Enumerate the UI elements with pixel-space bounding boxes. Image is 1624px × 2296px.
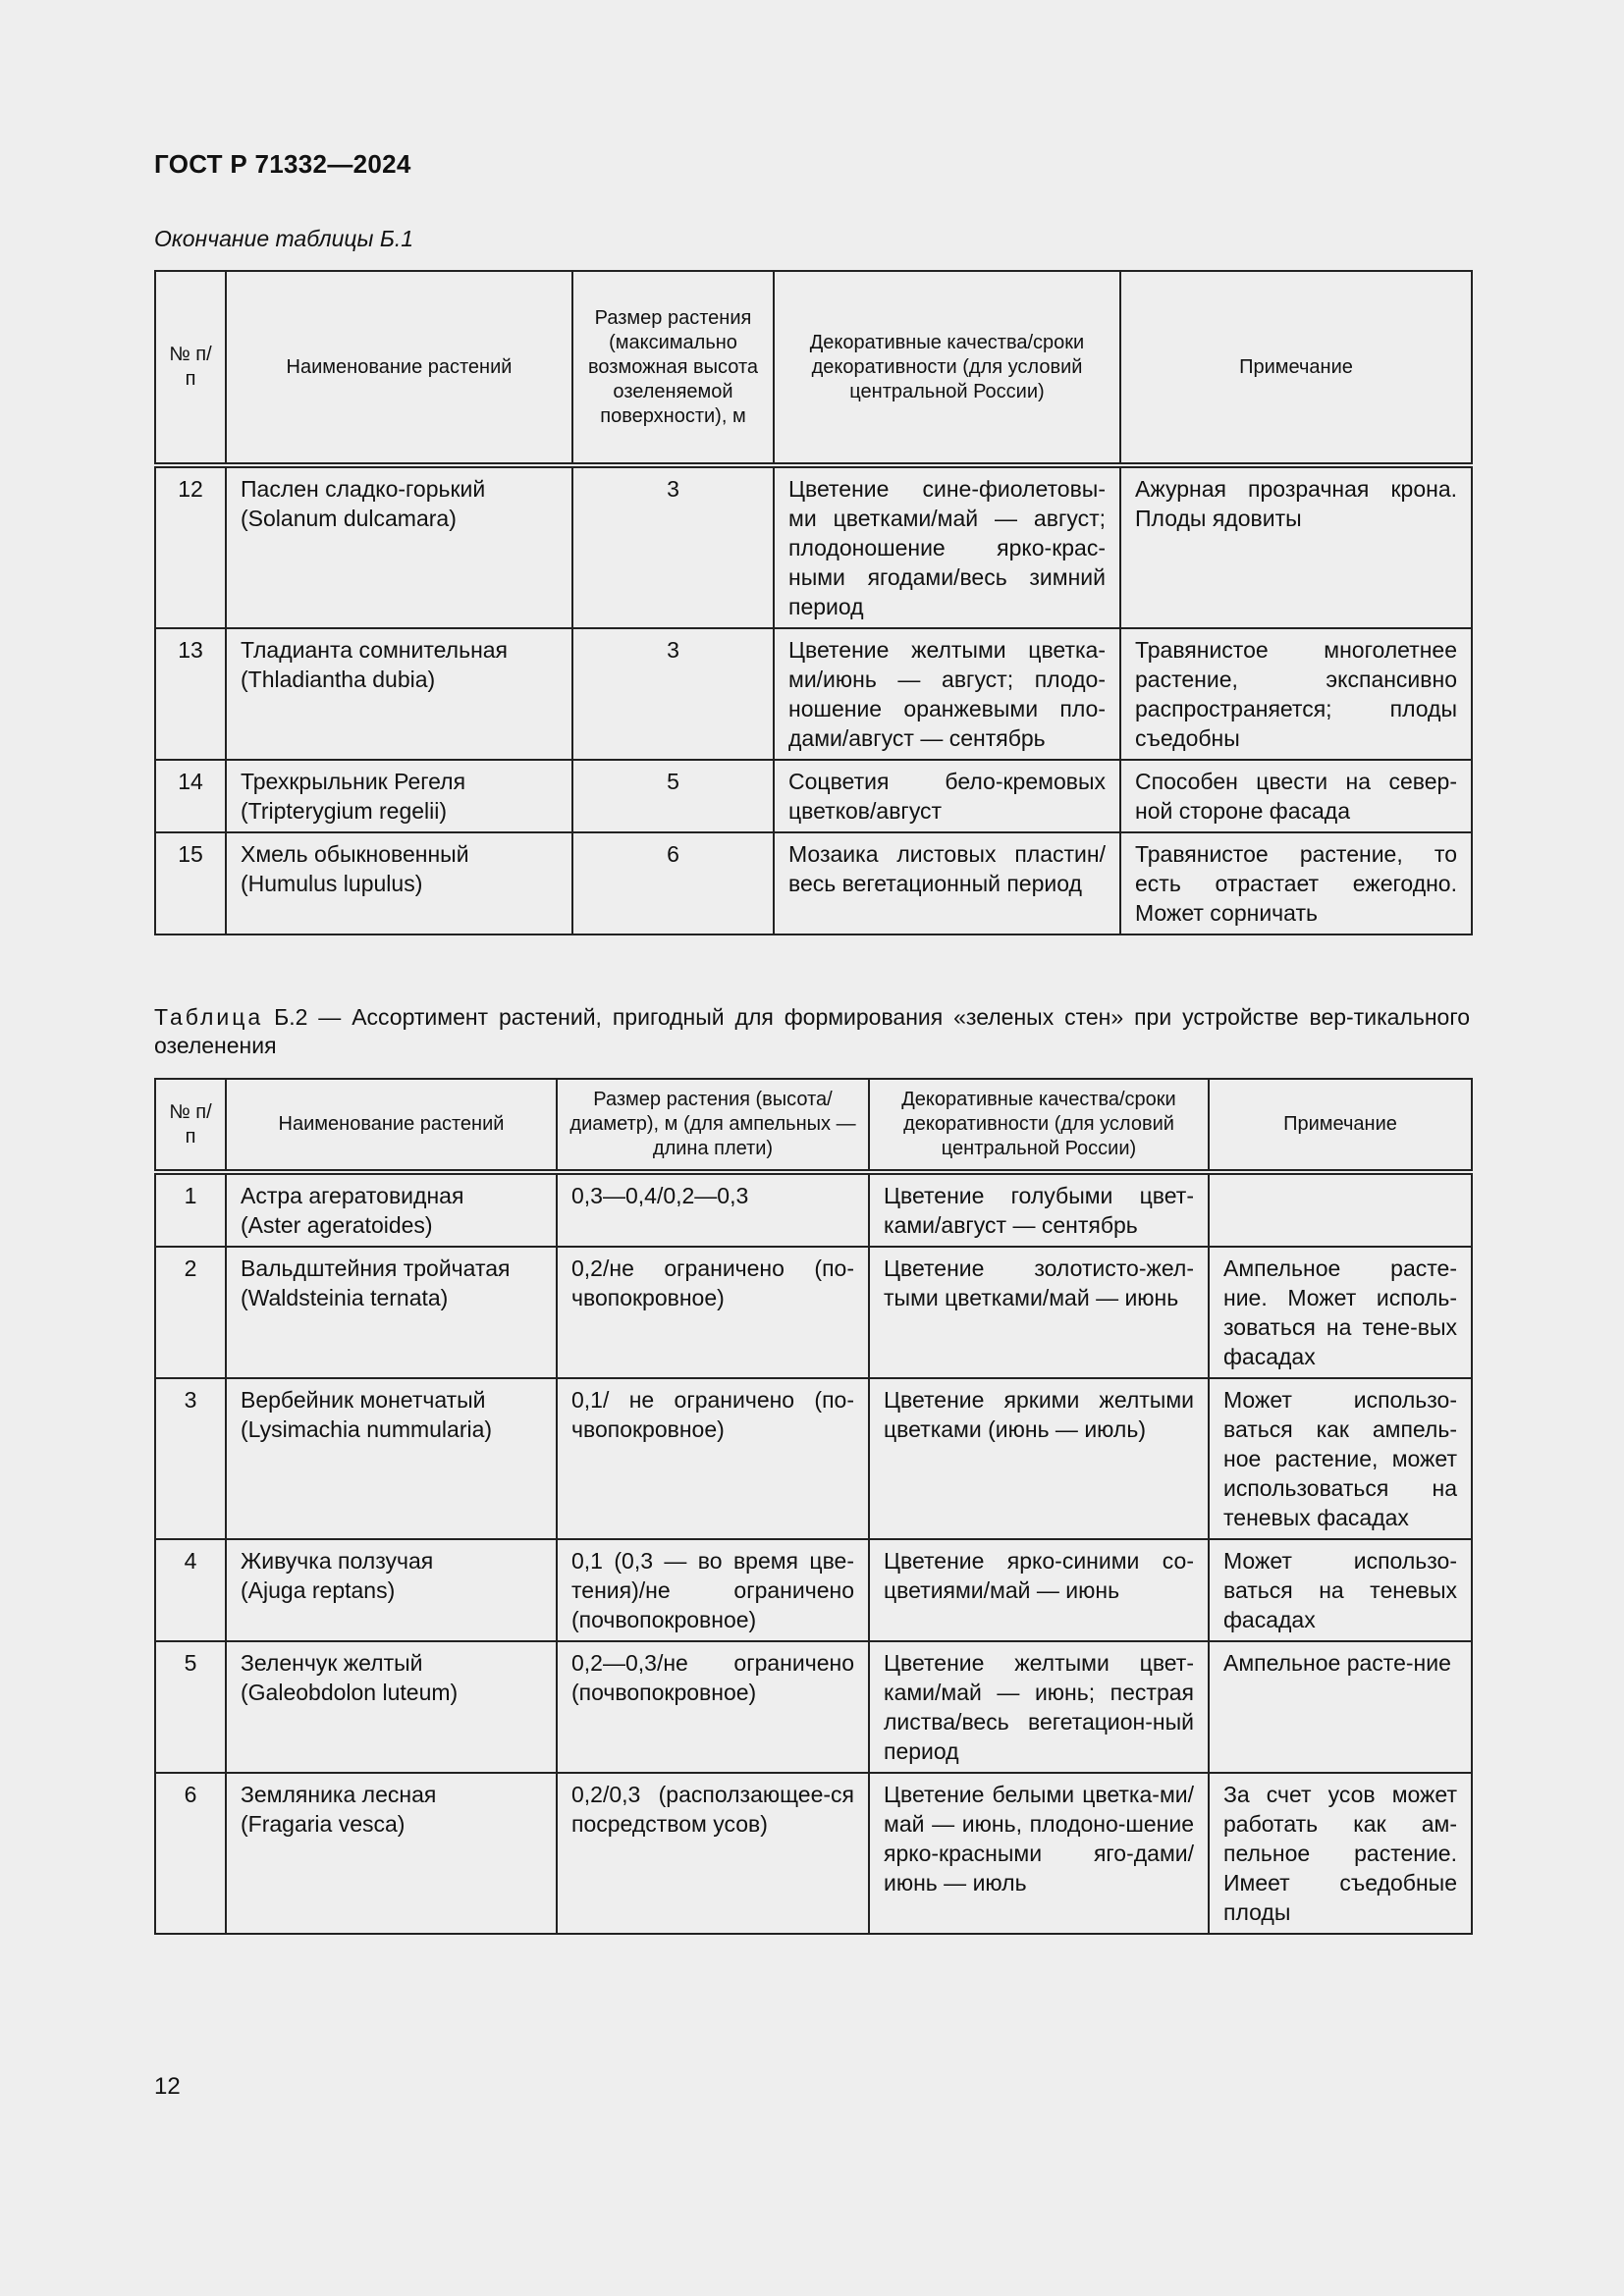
plant-name: Зеленчук желтый (Galeobdolon luteum) bbox=[226, 1641, 557, 1773]
note: Ампельное расте-ние. Может исполь-зоваться на тене-вых фасадах bbox=[1209, 1247, 1472, 1378]
plant-size: 6 bbox=[572, 832, 774, 934]
table-row bbox=[155, 1641, 1472, 1773]
table-row bbox=[155, 465, 1472, 628]
column-header: Наименование растений bbox=[226, 271, 572, 465]
page-number: 12 bbox=[154, 2073, 181, 2100]
plant-name: Астра агератовидная (Aster ageratoides) bbox=[226, 1172, 557, 1247]
row-number: 1 bbox=[155, 1172, 226, 1247]
decorative-qualities: Цветение сине-фиолетовы-ми цветками/май — август; плодоношение ярко-крас-ными ягодами/весь зимний период bbox=[774, 465, 1120, 628]
plant-name: Вербейник монетчатый (Lysimachia nummularia) bbox=[226, 1378, 557, 1539]
table-b1-header-row bbox=[155, 271, 1472, 465]
plant-name: Тладианта сомнительная (Thladiantha dubia) bbox=[226, 628, 572, 760]
note: За счет усов может работать как ам-пельное растение. Имеет съедобные плоды bbox=[1209, 1773, 1472, 1934]
table-row bbox=[155, 1773, 1472, 1934]
column-header: Размер растения (высота/диаметр), м (для ампельных — длина плети) bbox=[557, 1079, 869, 1172]
decorative-qualities: Цветение золотисто-жел-тыми цветками/май — июнь bbox=[869, 1247, 1209, 1378]
row-number: 14 bbox=[155, 760, 226, 832]
decorative-qualities: Цветение ярко-синими со-цветиями/май — июнь bbox=[869, 1539, 1209, 1641]
row-number: 2 bbox=[155, 1247, 226, 1378]
plant-size: 0,1/ не ограничено (по-чвопокровное) bbox=[557, 1378, 869, 1539]
plant-name: Трехкрыльник Регеля (Tripterygium regelii) bbox=[226, 760, 572, 832]
document-code: ГОСТ Р 71332—2024 bbox=[154, 149, 411, 179]
decorative-qualities: Цветение голубыми цвет-ками/август — сентябрь bbox=[869, 1172, 1209, 1247]
plant-size: 0,2/0,3 (расползающее-ся посредством усов) bbox=[557, 1773, 869, 1934]
plant-name: Земляника лесная (Fragaria vesca) bbox=[226, 1773, 557, 1934]
note: Может использо-ваться как ампель-ное растение, может использоваться на теневых фасадах bbox=[1209, 1378, 1472, 1539]
column-header: Наименование растений bbox=[226, 1079, 557, 1172]
table-b2-caption-text: Б.2 — Ассортимент растений, пригодный для формирования «зеленых стен» при устройстве вер-тикального озеленения bbox=[154, 1004, 1470, 1058]
column-header: Примечание bbox=[1120, 271, 1472, 465]
table-b2 bbox=[154, 1078, 1473, 1935]
decorative-qualities: Мозаика листовых пластин/ весь вегетационный период bbox=[774, 832, 1120, 934]
plant-size: 3 bbox=[572, 465, 774, 628]
column-header: Декоративные качества/сроки декоративности (для условий центральной России) bbox=[869, 1079, 1209, 1172]
note: Ампельное расте-ние bbox=[1209, 1641, 1472, 1773]
table-b2-caption-label: Таблица bbox=[154, 1004, 264, 1030]
decorative-qualities: Цветение желтыми цветка-ми/июнь — август; плодо-ношение оранжевыми пло-дами/август — сентябрь bbox=[774, 628, 1120, 760]
plant-name: Живучка ползучая (Ajuga reptans) bbox=[226, 1539, 557, 1641]
note: Травянистое растение, то есть отрастает ежегодно. Может сорничать bbox=[1120, 832, 1472, 934]
plant-size: 0,2—0,3/не ограничено (почвопокровное) bbox=[557, 1641, 869, 1773]
row-number: 5 bbox=[155, 1641, 226, 1773]
column-header: № п/п bbox=[155, 1079, 226, 1172]
note: Травянистое многолетнее растение, экспансивно распространяется; плоды съедобны bbox=[1120, 628, 1472, 760]
plant-size: 0,3—0,4/0,2—0,3 bbox=[557, 1172, 869, 1247]
note: Ажурная прозрачная крона. Плоды ядовиты bbox=[1120, 465, 1472, 628]
column-header: № п/п bbox=[155, 271, 226, 465]
row-number: 3 bbox=[155, 1378, 226, 1539]
row-number: 6 bbox=[155, 1773, 226, 1934]
note bbox=[1209, 1172, 1472, 1247]
decorative-qualities: Цветение желтыми цвет-ками/май — июнь; пестрая листва/весь вегетацион-ный период bbox=[869, 1641, 1209, 1773]
decorative-qualities: Цветение белыми цветка-ми/май — июнь, плодоно-шение ярко-красными яго-дами/июнь — июль bbox=[869, 1773, 1209, 1934]
table-b2-caption bbox=[154, 1003, 1470, 1060]
row-number: 15 bbox=[155, 832, 226, 934]
plant-size: 0,2/не ограничено (по-чвопокровное) bbox=[557, 1247, 869, 1378]
table-row bbox=[155, 1539, 1472, 1641]
plant-name: Хмель обыкновенный (Humulus lupulus) bbox=[226, 832, 572, 934]
table-row bbox=[155, 1247, 1472, 1378]
decorative-qualities: Цветение яркими желтыми цветками (июнь — июль) bbox=[869, 1378, 1209, 1539]
note: Может использо-ваться на теневых фасадах bbox=[1209, 1539, 1472, 1641]
table-b2-header-row bbox=[155, 1079, 1472, 1172]
decorative-qualities: Соцветия бело-кремовых цветков/август bbox=[774, 760, 1120, 832]
plant-size: 3 bbox=[572, 628, 774, 760]
plant-size: 0,1 (0,3 — во время цве-тения)/не ограничено (почвопокровное) bbox=[557, 1539, 869, 1641]
table-row bbox=[155, 832, 1472, 934]
row-number: 12 bbox=[155, 465, 226, 628]
column-header: Примечание bbox=[1209, 1079, 1472, 1172]
column-header: Декоративные качества/сроки декоративности (для условий центральной России) bbox=[774, 271, 1120, 465]
table-row bbox=[155, 1172, 1472, 1247]
column-header: Размер растения (максимально возможная высота озеленяемой поверхности), м bbox=[572, 271, 774, 465]
plant-name: Паслен сладко-горький (Solanum dulcamara) bbox=[226, 465, 572, 628]
table-b1-caption: Окончание таблицы Б.1 bbox=[154, 226, 414, 251]
note: Способен цвести на север-ной стороне фасада bbox=[1120, 760, 1472, 832]
plant-size: 5 bbox=[572, 760, 774, 832]
row-number: 4 bbox=[155, 1539, 226, 1641]
row-number: 13 bbox=[155, 628, 226, 760]
table-row bbox=[155, 628, 1472, 760]
table-row bbox=[155, 760, 1472, 832]
table-b1 bbox=[154, 270, 1473, 935]
table-row bbox=[155, 1378, 1472, 1539]
plant-name: Вальдштейния тройчатая (Waldsteinia ternata) bbox=[226, 1247, 557, 1378]
